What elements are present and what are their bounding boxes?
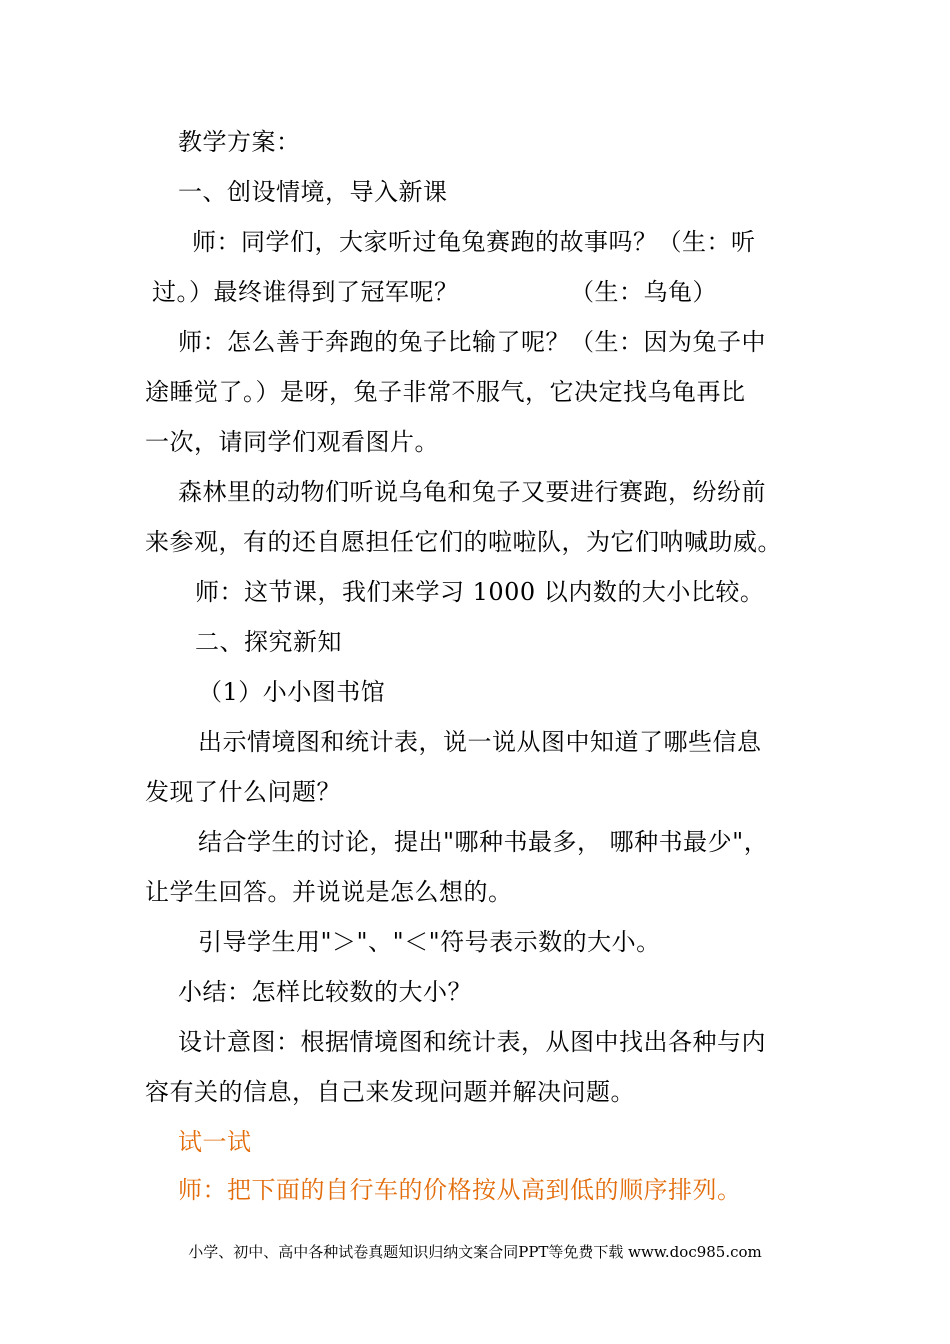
paragraph-3-line-1: 森林里的动物们听说乌龟和兔子又要进行赛跑，纷纷前	[178, 478, 766, 506]
subsection-1-title: （1）小小图书馆	[198, 678, 386, 706]
paragraph-8-summary: 小结：怎样比较数的大小？	[178, 978, 472, 1006]
section-2-title: 二、探究新知	[195, 628, 342, 656]
try-it-instruction: 师：把下面的自行车的价格按从高到低的顺序排列。	[178, 1176, 742, 1204]
paragraph-6-line-2: 让学生回答。并说说是怎么想的。	[145, 878, 513, 906]
paragraph-9-line-1: 设计意图：根据情境图和统计表，从图中找出各种与内	[178, 1028, 766, 1056]
try-it-title: 试一试	[178, 1128, 252, 1156]
paragraph-1-line-2a: 过。）最终谁得到了冠军呢？	[152, 278, 459, 306]
paragraph-3-line-2: 来参观，有的还自愿担任它们的啦啦队，为它们呐喊助威。	[145, 528, 782, 556]
section-1-title: 一、创设情境，导入新课	[178, 178, 448, 206]
paragraph-5-line-1: 出示情境图和统计表，说一说从图中知道了哪些信息	[198, 728, 762, 756]
paragraph-5-line-2: 发现了什么问题？	[145, 778, 341, 806]
paragraph-7: 引导学生用"＞"、"＜"符号表示数的大小。	[198, 928, 661, 956]
plan-heading: 教学方案：	[178, 128, 301, 156]
page-footer: 小学、初中、高中各种试卷真题知识归纳文案合同PPT等免费下载 www.doc985.com	[188, 1243, 762, 1261]
paragraph-2-line-1: 师：怎么善于奔跑的兔子比输了呢？（生：因为兔子中	[178, 328, 766, 356]
paragraph-9-line-2: 容有关的信息，自己来发现问题并解决问题。	[145, 1078, 635, 1106]
paragraph-1-line-1: 师：同学们，大家听过龟兔赛跑的故事吗？（生：听	[192, 228, 756, 256]
paragraph-1-line-2b: （生：乌龟）	[570, 278, 717, 306]
paragraph-4: 师：这节课，我们来学习 1000 以内数的大小比较。	[195, 578, 765, 606]
paragraph-2-line-3: 一次，请同学们观看图片。	[145, 428, 439, 456]
paragraph-2-line-2: 途睡觉了。）是呀，兔子非常不服气，它决定找乌龟再比	[145, 378, 746, 406]
paragraph-6-line-1: 结合学生的讨论，提出"哪种书最多， 哪种书最少"，	[198, 828, 769, 856]
